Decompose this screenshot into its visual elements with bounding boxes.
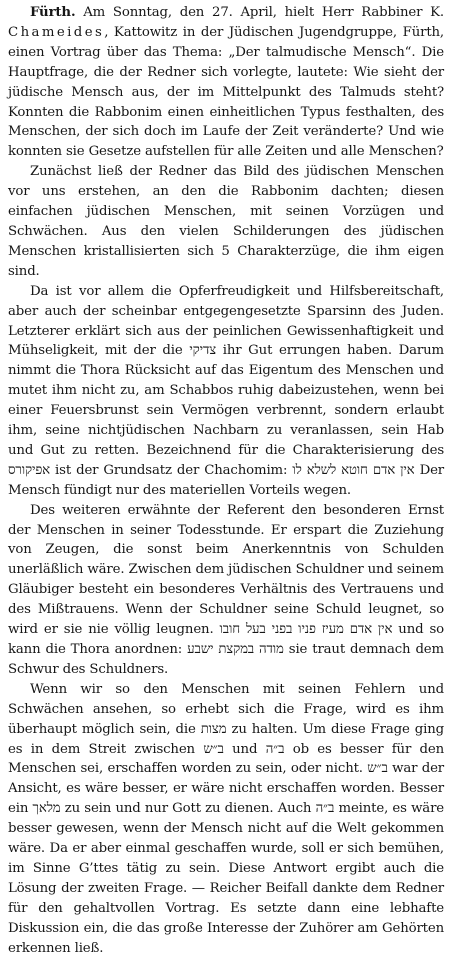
paragraph-death-hour: Des weiteren erwähnte der Referent den besonderen Ernst der Menschen in seiner Todesstunde. Er erspart die Zuziehung von Zeugen, die sonst beim Anerkenntnis von Schulden unerläßlich wäre. Zwischen dem jüdischen Schuldner und seinem Gläubiger besteht ein besonderes Verhältnis des Vertrauens und des Mißtrauens. Wenn der Schuldner seine Schuld leugnet, so wird er sie nie völlig leugnen. אין אדם מעיז פניו בפני בעל חובו und so kann die Thora anordnen: מודה במקצת ישבע sie traut demnach dem Schwur des Schuldners. <box>8 502 444 677</box>
paragraph-debate: Wenn wir so den Menschen mit seinen Fehlern und Schwächen ansehen, so erhebt sich die Frage, wird es ihm überhaupt möglich sein, die מצות zu halten. Um diese Frage ging es in dem Streit zwischen ב״ש und ב״ה ob es besser für den Menschen sei, erschaffen worden zu sein, oder nicht. ב״ש war der Ansicht, es wäre besser, er wäre nicht erschaffen worden. Besser ein מלאך zu sein und nur Gott zu dienen. Auch ב״ה meinte, es wäre besser gewesen, wenn der Mensch nicht auf die Welt gekommen wäre. Da er aber einmal geschaffen wurde, soll er sich bemühen, im Sinne G’ttes tätig zu sein. Diese Antwort ergibt auch die Lösung der zweiten Frage. — Reicher Beifall dankte dem Redner für den gehaltvollen Vortrag. Es setzte dann eine lebhafte Diskussion ein, die das große Interesse der Zuhörer am Gehörten erkennen ließ. <box>8 681 445 956</box>
paragraph-generosity: Da ist vor allem die Opferfreudigkeit und Hilfsbereitschaft, aber auch der scheinbar entgegengesetzte Sparsinn des Juden. Letzterer erklärt sich aus der peinlichen Gewissenhaftigkeit und Mühseligkeit, mit der die צדיקי ihr Gut errungen haben. Darum nimmt die Thora Rücksicht auf das Eigentum des Menschen und mutet ihm nicht zu, am Schabbos ruhig dabeizustehen, wenn bei einer Feuersbrunst sein Vermögen verbrennt, sondern erlaubt ihm, seine nichtjüdischen Nachbarn zu veranlassen, sein Hab und Gut zu retten. Bezeichnend für die Charakterisierung des אפיקורס ist der Grundsatz der Chachomim: אין אדם חוטא לשלא לו Der Mensch fündigt nur des materiellen Vorteils wegen. <box>8 283 445 498</box>
dateline-place: Fürth. <box>30 5 76 20</box>
paragraph-image-of-man: Zunächst ließ der Redner das Bild des jüdischen Menschen vor uns erstehen, an den die Rabbonim dachten; diesen einfachen jüdischen Menschen, mit seinen Vorzügen und Schwächen. Aus den vielen Schilderungen des jüdischen Menschen kristallisierten sich 5 Charakterzüge, die ihm eigen sind. <box>8 164 444 279</box>
speaker-name: Chameides <box>8 24 105 40</box>
paragraph-intro <box>8 3 444 162</box>
intro-text-start: Am Sonntag, den 27. April, hielt Herr Rabbiner K. <box>75 5 444 20</box>
intro-text-rest: , Kattowitz in der Jüdischen Jugendgruppe, Fürth, einen Vortrag über das Thema: „Der talmudische Mensch“. Die Hauptfrage, die der Redner sich vorlegte, lautete: Wie sieht der jüdische Mensch aus, der im Mittelpunkt des Talmuds steht? Konnten die Rabbonim einen einheitlichen Typus festhalten, des Menschen, der sich doch im Laufe der Zeit veränderte? Und wie konnten sie Gesetze aufstellen für alle Zeiten und alle Menschen? <box>8 24 444 160</box>
